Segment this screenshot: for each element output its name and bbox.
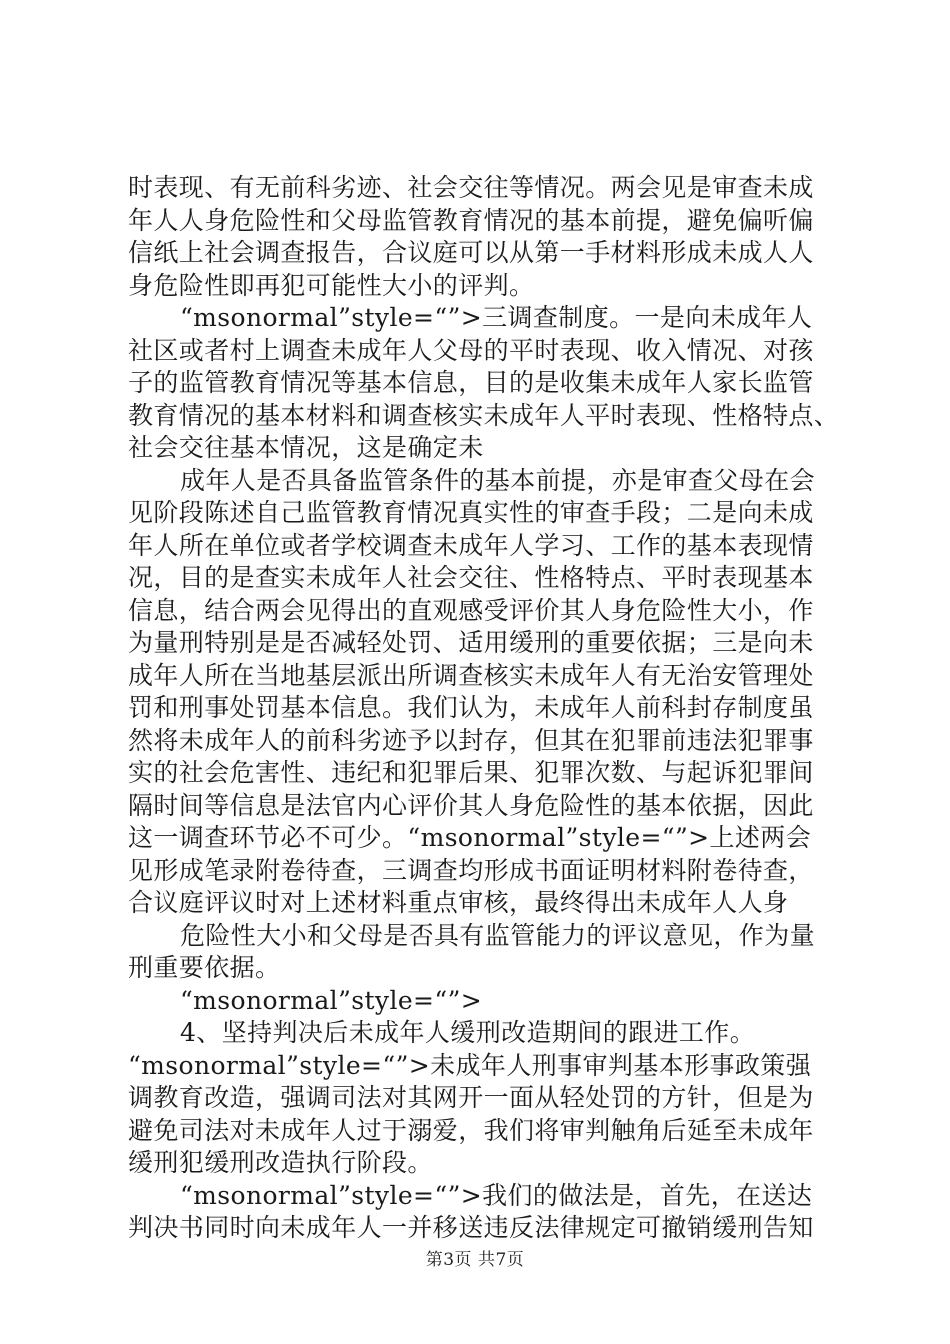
text-line: 刑重要依据。 — [128, 953, 281, 982]
text-line: 隔时间等信息是法官内心评价其人身危险性的基本依据，因此 — [128, 790, 814, 820]
text-line: 罚和刑事处罚基本信息。我们认为，未成年人前科封存制度虽 — [128, 693, 814, 722]
text-line: 避免司法对未成年人过于溺爱，我们将审判触角后延至未成年 — [128, 1115, 814, 1145]
text-line: 实的社会危害性、违纪和犯罪后果、犯罪次数、与起诉犯罪间 — [128, 758, 814, 787]
text-line: 社会交往基本情况，这是确定未 — [128, 433, 484, 462]
text-line: 成年人是否具备监管条件的基本前提，亦是审查父母在会 — [180, 465, 816, 495]
text-line: “msonormal”style=“”>我们的做法是，首先，在送达 — [180, 1180, 813, 1210]
text-line: 危险性大小和父母是否具有监管能力的评议意见，作为量 — [180, 920, 816, 950]
text-line: 为量刑特别是是否减轻处罚、适用缓刑的重要依据；三是向未 — [128, 628, 814, 657]
text-line: 这一调查环节必不可少。“msonormal”style=“”>上述两会 — [128, 823, 812, 852]
text-line: 教育情况的基本材料和调查核实未成年人平时表现、性格特点、 — [128, 400, 840, 430]
text-line: 况，目的是查实未成年人社会交往、性格特点、平时表现基本 — [128, 563, 814, 592]
text-line: 4、坚持判决后未成年人缓刑改造期间的跟进工作。 — [180, 1018, 756, 1047]
page-footer: 第3页 共7页 — [425, 1250, 525, 1270]
text-line: “msonormal”style=“”> — [180, 985, 483, 1015]
text-line: 成年人所在当地基层派出所调查核实未成年人有无治安管理处 — [128, 660, 814, 690]
text-line: 然将未成年人的前科劣迹予以封存，但其在犯罪前违法犯罪事 — [128, 725, 814, 755]
text-line: 信息，结合两会见得出的直观感受评价其人身危险性大小，作 — [128, 595, 814, 625]
text-line: “msonormal”style=“”>三调查制度。一是向未成年人 — [180, 303, 813, 332]
text-line: 见阶段陈述自己监管教育情况真实性的审查手段；二是向未成 — [128, 498, 814, 527]
text-line: 信纸上社会调查报告，合议庭可以从第一手材料形成未成人人 — [128, 238, 814, 267]
text-line: 社区或者村上调查未成年人父母的平时表现、收入情况、对孩 — [128, 335, 814, 365]
text-line: 缓刑犯缓刑改造执行阶段。 — [128, 1148, 433, 1177]
text-line: 合议庭评议时对上述材料重点审核，最终得出未成年人人身 — [128, 888, 789, 917]
text-line: 见形成笔录附卷待查，三调查均形成书面证明材料附卷待查， — [128, 855, 814, 885]
text-line: 身危险性即再犯可能性大小的评判。 — [128, 270, 535, 300]
document-body — [128, 172, 840, 1245]
text-line: “msonormal”style=“”>未成年人刑事审判基本形事政策强 — [128, 1050, 812, 1080]
text-line: 子的监管教育情况等基本信息，目的是收集未成年人家长监管 — [128, 368, 814, 397]
text-line: 年人所在单位或者学校调查未成年人学习、工作的基本表现情 — [128, 530, 814, 560]
text-line: 调教育改造，强调司法对其网开一面从轻处罚的方针，但是为 — [128, 1083, 814, 1112]
text-line: 时表现、有无前科劣迹、社会交往等情况。两会见是审查未成 — [128, 173, 814, 202]
text-line: 判决书同时向未成年人一并移送违反法律规定可撤销缓刑告知 — [128, 1213, 814, 1242]
text-line: 年人人身危险性和父母监管教育情况的基本前提，避免偏听偏 — [128, 205, 814, 235]
